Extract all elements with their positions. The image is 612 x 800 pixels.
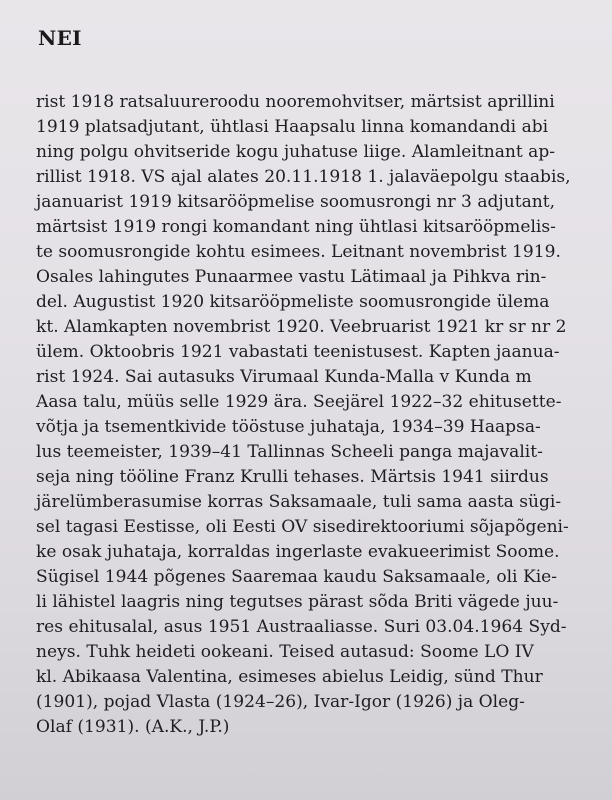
text-line: rillist 1918. VS ajal alates 20.11.1918 1. jalaväepolgu staabis,: [36, 167, 571, 187]
text-line: rist 1918 ratsaluureroodu nooremohvitser, märtsist aprillini: [36, 92, 555, 112]
text-line: Sügisel 1944 põgenes Saaremaa kaudu Saksamaale, oli Kie-: [36, 567, 558, 587]
text-line: sel tagasi Eestisse, oli Eesti OV sisedirektooriumi sõjapõgeni-: [36, 517, 569, 537]
biography-text: [36, 90, 596, 740]
text-line: jaanuarist 1919 kitsarööpmelise soomusrongi nr 3 adjutant,: [36, 192, 556, 212]
text-line: (1901), pojad Vlasta (1924–26), Ivar-Igor (1926) ja Oleg-: [36, 692, 525, 712]
text-line: kl. Abikaasa Valentina, esimeses abielus Leidig, sünd Thur: [36, 667, 543, 687]
text-line: li lähistel laagris ning tegutses pärast sõda Briti vägede juu-: [36, 592, 559, 612]
text-line: neys. Tuhk heideti ookeani. Teised autasud: Soome LO IV: [36, 642, 534, 662]
text-line: ülem. Oktoobris 1921 vabastati teenistusest. Kapten jaanua-: [36, 342, 560, 362]
text-line: võtja ja tsementkivide tööstuse juhataja, 1934–39 Haapsa-: [36, 417, 541, 437]
text-line: te soomusrongide kohtu esimees. Leitnant novembrist 1919.: [36, 242, 561, 262]
text-line: Osales lahingutes Punaarmee vastu Lätimaal ja Pihkva rin-: [36, 267, 547, 287]
text-line: seja ning tööline Franz Krulli tehases. Märtsis 1941 siirdus: [36, 467, 549, 487]
text-line: Olaf (1931). (A.K., J.P.): [36, 717, 230, 737]
text-line: res ehitusalal, asus 1951 Austraaliasse. Suri 03.04.1964 Syd-: [36, 617, 567, 637]
text-line: järelümberasumise korras Saksamaale, tuli sama aasta sügi-: [36, 492, 562, 512]
text-line: ning polgu ohvitseride kogu juhatuse liige. Alamleitnant ap-: [36, 142, 556, 162]
page-heading: NEI: [38, 26, 82, 50]
text-line: ke osak juhataja, korraldas ingerlaste evakueerimist Soome.: [36, 542, 560, 562]
text-line: Aasa talu, müüs selle 1929 ära. Seejärel 1922–32 ehitusette-: [36, 392, 562, 412]
text-line: rist 1924. Sai autasuks Virumaal Kunda-Malla v Kunda m: [36, 367, 532, 387]
text-line: del. Augustist 1920 kitsarööpmeliste soomusrongide ülema: [36, 292, 550, 312]
text-line: 1919 platsadjutant, ühtlasi Haapsalu linna komandandi abi: [36, 117, 549, 137]
text-line: märtsist 1919 rongi komandant ning ühtlasi kitsarööpmelis-: [36, 217, 556, 237]
text-line: kt. Alamkapten novembrist 1920. Veebruarist 1921 kr sr nr 2: [36, 317, 567, 337]
text-line: lus teemeister, 1939–41 Tallinnas Scheeli panga majavalit-: [36, 442, 543, 462]
